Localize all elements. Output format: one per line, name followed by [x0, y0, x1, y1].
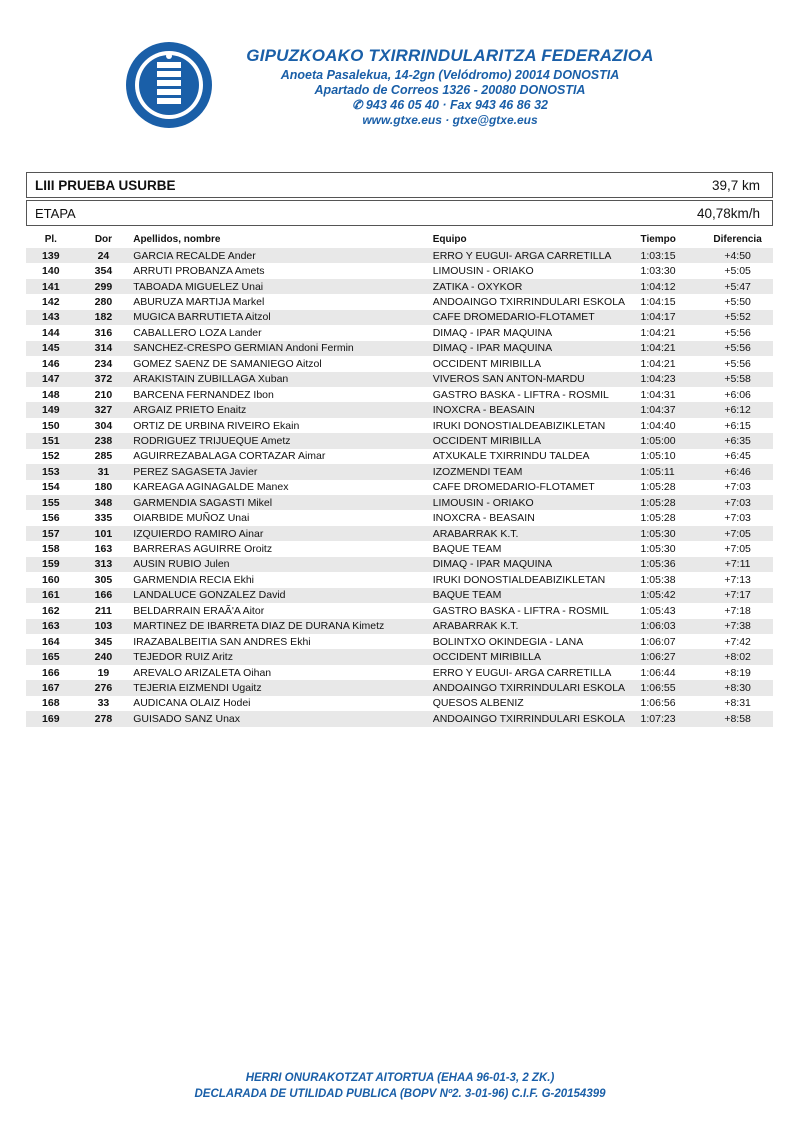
cell-name: RODRIGUEZ TRIJUEQUE Ametz — [131, 433, 432, 448]
cell-position: 161 — [26, 588, 76, 603]
cell-position: 154 — [42, 481, 60, 494]
table-row — [26, 372, 773, 387]
cell-position: 142 — [42, 296, 60, 309]
cell-bib: 234 — [94, 357, 113, 370]
race-title: LIII PRUEBA USURBE — [35, 178, 176, 193]
table-row — [26, 464, 773, 479]
cell-team: GASTRO BASKA - LIFTRA - ROSMIL — [432, 388, 609, 401]
cell-position: 147 — [26, 372, 76, 387]
cell-bib: 103 — [76, 619, 132, 634]
cell-position: 155 — [26, 495, 76, 510]
cell-position: 156 — [42, 512, 60, 525]
table-row — [26, 248, 773, 263]
cell-difference: +7:13 — [724, 573, 751, 586]
cell-difference: +6:06 — [724, 388, 751, 401]
cell-bib: 354 — [94, 265, 113, 278]
cell-name: ORTIZ DE URBINA RIVEIRO Ekain — [133, 419, 300, 432]
cell-bib: 210 — [94, 388, 113, 401]
table-row — [26, 526, 773, 541]
table-row — [26, 356, 773, 371]
cell-name: TEJEDOR RUIZ Aritz — [131, 649, 432, 664]
cell-name: MUGICA BARRUTIETA Aitzol — [131, 310, 432, 325]
cell-position: 153 — [26, 464, 76, 479]
cell-difference: +8:30 — [702, 680, 773, 695]
table-row — [26, 665, 773, 680]
cell-name: MARTINEZ DE IBARRETA DIAZ DE DURANA Kimetz — [131, 619, 432, 634]
cell-time: 1:05:36 — [641, 557, 703, 572]
cell-difference: +5:56 — [702, 341, 773, 356]
cell-team: DIMAQ - IPAR MAQUINA — [432, 326, 553, 339]
cell-name: IZQUIERDO RAMIRO Ainar — [131, 526, 432, 541]
cell-difference: +7:38 — [702, 619, 773, 634]
cell-bib: 180 — [94, 481, 113, 494]
cell-difference: +5:05 — [724, 265, 751, 278]
cell-name: ARGAIZ PRIETO Enaitz — [131, 402, 432, 417]
cell-difference: +6:46 — [702, 464, 773, 479]
cell-name: SANCHEZ-CRESPO GERMIAN Andoni Fermin — [131, 341, 432, 356]
cell-bib: 163 — [94, 543, 113, 556]
cell-position: 166 — [42, 666, 60, 679]
cell-team: ARABARRAK K.T. — [433, 526, 641, 541]
cell-time: 1:06:07 — [640, 635, 676, 648]
cell-time: 1:04:17 — [641, 310, 703, 325]
cell-time: 1:04:21 — [640, 357, 676, 370]
cell-position: 152 — [42, 450, 60, 463]
table-row — [26, 418, 773, 433]
footer — [0, 1070, 800, 1102]
cell-name: GUISADO SANZ Unax — [131, 711, 432, 726]
cell-difference: +6:12 — [702, 402, 773, 417]
table-row — [26, 541, 773, 556]
header-time: Tiempo — [640, 234, 676, 245]
cell-team: OCCIDENT MIRIBILLA — [432, 357, 542, 370]
cell-difference: +5:56 — [724, 357, 751, 370]
table-row — [26, 325, 773, 340]
table-row — [26, 387, 773, 402]
cell-time: 1:05:28 — [640, 512, 676, 525]
cell-team: DIMAQ - IPAR MAQUINA — [433, 557, 641, 572]
cell-bib: 166 — [76, 588, 132, 603]
cell-name: IRAZABALBEITIA SAN ANDRES Ekhi — [133, 635, 311, 648]
cell-difference: +4:50 — [702, 248, 773, 263]
cell-position: 159 — [26, 557, 76, 572]
cell-position: 144 — [42, 326, 60, 339]
cell-difference: +7:03 — [724, 512, 751, 525]
table-row — [26, 310, 773, 325]
cell-time: 1:05:42 — [641, 588, 703, 603]
cell-name: OIARBIDE MUÑOZ Unai — [133, 512, 250, 525]
cell-name: GOMEZ SAENZ DE SAMANIEGO Aitzol — [133, 357, 322, 370]
cell-position: 168 — [42, 697, 60, 710]
table-row — [26, 572, 773, 587]
cell-time: 1:05:30 — [641, 526, 703, 541]
cell-time: 1:05:11 — [641, 464, 703, 479]
cell-time: 1:04:21 — [641, 341, 703, 356]
average-speed: 40,78km/h — [696, 206, 760, 221]
table-row — [26, 480, 773, 495]
cell-position: 145 — [26, 341, 76, 356]
cell-team: OCCIDENT MIRIBILLA — [433, 649, 641, 664]
cell-time: 1:05:38 — [640, 573, 676, 586]
cell-difference: +8:58 — [702, 711, 773, 726]
cell-difference: +7:17 — [702, 588, 773, 603]
cell-position: 169 — [26, 711, 76, 726]
cell-time: 1:05:10 — [640, 450, 676, 463]
cell-difference: +5:47 — [702, 279, 773, 294]
table-row — [26, 711, 773, 726]
cell-team: LIMOUSIN - ORIAKO — [432, 265, 534, 278]
cell-name: AUDICANA OLAIZ Hodei — [133, 697, 251, 710]
header-team: Equipo — [432, 234, 467, 245]
cell-bib: 345 — [94, 635, 113, 648]
cell-difference: +7:03 — [702, 495, 773, 510]
cell-position: 150 — [42, 419, 60, 432]
cell-team: BAQUE TEAM — [432, 543, 502, 556]
cell-position: 141 — [26, 279, 76, 294]
table-row — [26, 588, 773, 603]
cell-difference: +5:56 — [724, 326, 751, 339]
footer-line-2: DECLARADA DE UTILIDAD PUBLICA (BOPV Nº2. 3-01-96) C.I.F. G-20154399 — [194, 1088, 606, 1100]
cell-name: GARCIA RECALDE Ander — [131, 248, 432, 263]
cell-time: 1:05:28 — [640, 481, 676, 494]
cell-difference: +5:58 — [702, 372, 773, 387]
cell-name: ARAKISTAIN ZUBILLAGA Xuban — [131, 372, 432, 387]
cell-bib: 101 — [76, 526, 132, 541]
table-row — [26, 433, 773, 448]
cell-bib: 316 — [94, 326, 113, 339]
address-line-2: Apartado de Correos 1326 - 20080 DONOSTIA — [314, 83, 586, 97]
cell-team: INOXCRA - BEASAIN — [433, 402, 641, 417]
cell-bib: 335 — [94, 512, 113, 525]
cell-team: VIVEROS SAN ANTON-MARDU — [433, 372, 641, 387]
stage-label: ETAPA — [35, 206, 76, 221]
cell-bib: 240 — [76, 649, 132, 664]
cell-bib: 19 — [97, 666, 110, 679]
cell-time: 1:05:43 — [640, 604, 676, 617]
cell-difference: +6:45 — [724, 450, 751, 463]
cell-team: DIMAQ - IPAR MAQUINA — [433, 341, 641, 356]
cell-difference: +7:03 — [724, 481, 751, 494]
organization-name: GIPUZKOAKO TXIRRINDULARITZA FEDERAZIOA — [246, 46, 654, 65]
cell-position: 148 — [42, 388, 60, 401]
cell-time: 1:04:40 — [640, 419, 676, 432]
table-header-row — [26, 231, 773, 248]
table-row — [26, 449, 773, 464]
cell-difference: +7:05 — [724, 543, 751, 556]
table-row — [26, 557, 773, 572]
cell-time: 1:03:30 — [640, 265, 676, 278]
header-bib: Dor — [94, 234, 113, 245]
cell-difference: +8:19 — [724, 666, 751, 679]
cell-name: GARMENDIA RECIA Ekhi — [133, 573, 254, 586]
table-row — [26, 619, 773, 634]
cell-bib: 372 — [76, 372, 132, 387]
table-row — [26, 263, 773, 278]
cell-name: ARRUTI PROBANZA Amets — [133, 265, 265, 278]
cell-team: CAFE DROMEDARIO-FLOTAMET — [433, 310, 641, 325]
cell-difference: +6:35 — [702, 433, 773, 448]
stage-box — [26, 200, 773, 226]
table-row — [26, 649, 773, 664]
cell-name: PEREZ SAGASETA Javier — [131, 464, 432, 479]
header-position: Pl. — [44, 234, 57, 245]
cell-bib: 280 — [94, 296, 113, 309]
cell-team: GASTRO BASKA - LIFTRA - ROSMIL — [432, 604, 609, 617]
cell-position: 165 — [26, 649, 76, 664]
table-row — [26, 402, 773, 417]
cell-name: BARCENA FERNANDEZ Ibon — [133, 388, 274, 401]
cell-time: 1:04:37 — [641, 402, 703, 417]
cell-position: 151 — [26, 433, 76, 448]
table-row — [26, 279, 773, 294]
table-row — [26, 680, 773, 695]
cell-team: BOLINTXO OKINDEGIA - LANA — [432, 635, 584, 648]
cell-position: 164 — [42, 635, 60, 648]
cell-team: OCCIDENT MIRIBILLA — [433, 433, 641, 448]
cell-name: TEJERIA EIZMENDI Ugaitz — [131, 680, 432, 695]
cell-name: GARMENDIA SAGASTI Mikel — [131, 495, 432, 510]
cell-bib: 313 — [76, 557, 132, 572]
cell-difference: +6:15 — [724, 419, 751, 432]
cell-team: ERRO Y EUGUI- ARGA CARRETILLA — [432, 666, 612, 679]
cell-team: BAQUE TEAM — [433, 588, 641, 603]
cell-position: 167 — [26, 680, 76, 695]
organization-info — [200, 46, 700, 128]
cell-time: 1:06:55 — [641, 680, 703, 695]
cell-bib: 285 — [94, 450, 113, 463]
cell-position: 160 — [42, 573, 60, 586]
cell-time: 1:04:15 — [640, 296, 676, 309]
cell-time: 1:04:21 — [640, 326, 676, 339]
cell-bib: 31 — [76, 464, 132, 479]
cell-team: ANDOAINGO TXIRRINDULARI ESKOLA — [433, 680, 641, 695]
table-row — [26, 294, 773, 309]
cell-name: KAREAGA AGINAGALDE Manex — [133, 481, 289, 494]
cell-bib: 314 — [76, 341, 132, 356]
table-row — [26, 495, 773, 510]
cell-difference: +8:02 — [702, 649, 773, 664]
cell-bib: 299 — [76, 279, 132, 294]
race-distance: 39,7 km — [711, 178, 760, 193]
cell-team: IRUKI DONOSTIALDEABIZIKLETAN — [432, 419, 606, 432]
table-row — [26, 634, 773, 649]
results-table — [26, 231, 773, 727]
cell-name: LANDALUCE GONZALEZ David — [131, 588, 432, 603]
cell-position: 163 — [26, 619, 76, 634]
cell-team: ERRO Y EUGUI- ARGA CARRETILLA — [433, 248, 641, 263]
cell-time: 1:03:15 — [641, 248, 703, 263]
cell-time: 1:06:44 — [640, 666, 676, 679]
cell-name: AREVALO ARIZALETA Oihan — [133, 666, 272, 679]
cell-time: 1:07:23 — [641, 711, 703, 726]
cell-position: 162 — [42, 604, 60, 617]
cell-time: 1:06:27 — [641, 649, 703, 664]
race-title-box — [26, 172, 773, 198]
cell-time: 1:04:31 — [640, 388, 676, 401]
cell-name: TABOADA MIGUELEZ Unai — [131, 279, 432, 294]
footer-line-1: HERRI ONURAKOTZAT AITORTUA (EHAA 96-01-3, 2 ZK.) — [245, 1072, 555, 1084]
cell-bib: 348 — [76, 495, 132, 510]
cell-difference: +5:50 — [724, 296, 751, 309]
cell-position: 146 — [42, 357, 60, 370]
cell-team: ANDOAINGO TXIRRINDULARI ESKOLA — [433, 711, 641, 726]
cell-difference: +7:05 — [702, 526, 773, 541]
cell-team: INOXCRA - BEASAIN — [432, 512, 535, 525]
letterhead — [0, 0, 800, 150]
cell-team: CAFE DROMEDARIO-FLOTAMET — [432, 481, 595, 494]
table-row — [26, 603, 773, 618]
cell-time: 1:06:03 — [641, 619, 703, 634]
table-row — [26, 696, 773, 711]
cell-name: AGUIRREZABALAGA CORTAZAR Aimar — [133, 450, 326, 463]
cell-difference: +7:18 — [724, 604, 751, 617]
cell-position: 157 — [26, 526, 76, 541]
header-name: Apellidos, nombre — [133, 234, 221, 245]
cell-team: IRUKI DONOSTIALDEABIZIKLETAN — [432, 573, 606, 586]
cell-bib: 238 — [76, 433, 132, 448]
cell-team: ATXUKALE TXIRRINDU TALDEA — [432, 450, 590, 463]
cell-time: 1:04:12 — [641, 279, 703, 294]
cell-position: 139 — [26, 248, 76, 263]
cell-position: 143 — [26, 310, 76, 325]
cell-bib: 33 — [97, 697, 110, 710]
cell-team: QUESOS ALBENIZ — [432, 697, 524, 710]
results-body — [26, 248, 773, 727]
address-line-1: Anoeta Pasalekua, 14-2gn (Velódromo) 20014 DONOSTIA — [280, 68, 620, 82]
cell-team: LIMOUSIN - ORIAKO — [433, 495, 641, 510]
cell-team: ARABARRAK K.T. — [433, 619, 641, 634]
cell-bib: 327 — [76, 402, 132, 417]
cell-bib: 211 — [94, 604, 112, 617]
web-email: www.gtxe.eus · gtxe@gtxe.eus — [362, 113, 538, 127]
cell-time: 1:04:23 — [641, 372, 703, 387]
cell-name: BELDARRAIN ERAÃ'A Aitor — [133, 604, 265, 617]
cell-name: ABURUZA MARTIJA Markel — [133, 296, 265, 309]
cell-bib: 182 — [76, 310, 132, 325]
cell-time: 1:05:28 — [641, 495, 703, 510]
cell-difference: +7:42 — [724, 635, 751, 648]
cell-name: AUSIN RUBIO Julen — [131, 557, 432, 572]
table-row — [26, 341, 773, 356]
phone-fax: ✆ 943 46 05 40 · Fax 943 46 86 32 — [351, 98, 549, 112]
cell-bib: 304 — [94, 419, 113, 432]
cell-team: IZOZMENDI TEAM — [433, 464, 641, 479]
cell-time: 1:06:56 — [640, 697, 676, 710]
cell-difference: +5:52 — [702, 310, 773, 325]
cell-name: BARRERAS AGUIRRE Oroitz — [133, 543, 273, 556]
cell-bib: 305 — [94, 573, 113, 586]
cell-team: ZATIKA - OXYKOR — [433, 279, 641, 294]
cell-time: 1:05:30 — [640, 543, 676, 556]
cell-position: 140 — [42, 265, 60, 278]
cell-position: 158 — [42, 543, 60, 556]
table-row — [26, 510, 773, 525]
cell-bib: 276 — [76, 680, 132, 695]
cell-bib: 278 — [76, 711, 132, 726]
cell-position: 149 — [26, 402, 76, 417]
cell-team: ANDOAINGO TXIRRINDULARI ESKOLA — [432, 296, 626, 309]
cell-name: CABALLERO LOZA Lander — [133, 326, 262, 339]
header-difference: Diferencia — [713, 234, 762, 245]
cell-difference: +8:31 — [724, 697, 751, 710]
cell-difference: +7:11 — [702, 557, 773, 572]
cell-bib: 24 — [76, 248, 132, 263]
cell-time: 1:05:00 — [641, 433, 703, 448]
